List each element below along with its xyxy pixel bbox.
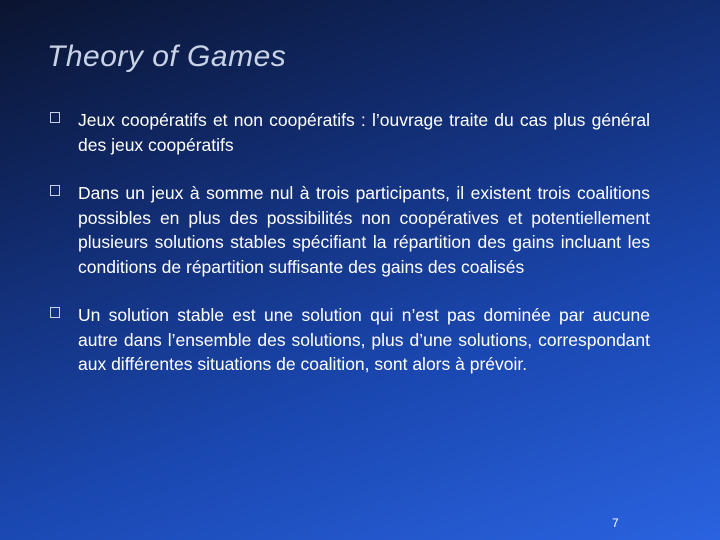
bullet-box-icon: [50, 112, 60, 123]
bullet-text: Un solution stable est une solution qui n’est pas dominée par aucune autre dans l’ensemble des solutions, plus d’une solutions, correspondant aux différentes situations de coalition, sont alors à prévoir.: [78, 305, 650, 374]
bullet-text: Dans un jeux à somme nul à trois participants, il existent trois coalitions possibles en plus des possibilités non coopératives et potentiellement plusieurs solutions stables spécifiant la répartition des gains incluant les conditions de répartition suffisante des gains des coalisés: [78, 183, 650, 277]
bullet-item: [50, 108, 650, 157]
bullet-item: [50, 303, 650, 377]
bullet-text: Jeux coopératifs et non coopératifs : l’ouvrage traite du cas plus général des jeux coopératifs: [78, 110, 650, 155]
bullet-list: [50, 108, 650, 401]
bullet-item: [50, 181, 650, 279]
bullet-box-icon: [50, 185, 60, 196]
bullet-box-icon: [50, 307, 60, 318]
page-number: 7: [612, 516, 619, 530]
slide-title: Theory of Games: [47, 40, 287, 73]
